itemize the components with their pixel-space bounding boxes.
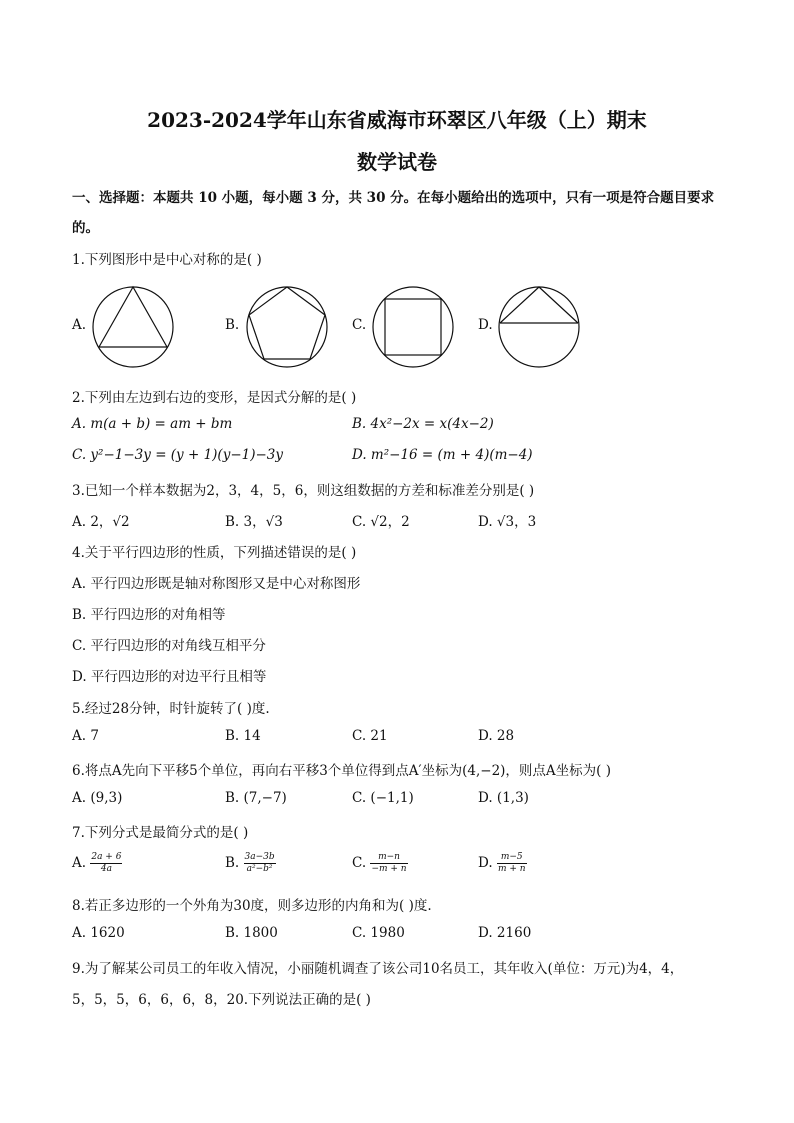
q7-option-b-label: B.: [225, 855, 240, 871]
q7-option-d-label: D.: [478, 855, 493, 871]
q8-option-c: C. 1980: [352, 925, 405, 941]
question-3-stem: 3.已知一个样本数据为2，3，4，5，6，则这组数据的方差和标准差分别是( ): [72, 483, 535, 499]
q7-option-d-fraction: [497, 852, 527, 875]
question-9-stem-cont: 5，5，5，6，6，6，8，20.下列说法正确的是( ): [72, 992, 371, 1008]
section-heading: 一、选择题：本题共 10 小题，每小题 3 分，共 30 分。在每小题给出的选项中，只有一项是符合题目要求: [72, 190, 715, 206]
q2-option-b: B. 4x²−2x = x(4x−2): [352, 416, 494, 432]
q5-option-d: D. 28: [478, 728, 515, 744]
q1-option-d-figure: [497, 285, 581, 369]
q7-d-denominator: m + n: [497, 864, 526, 874]
question-5-stem: 5.经过28分钟，时针旋转了( )度.: [72, 701, 270, 717]
q7-b-denominator: a²−b²: [246, 864, 273, 874]
exam-title: 2023-2024学年山东省威海市环翠区八年级（上）期末: [147, 108, 647, 132]
q7-option-a-label: A.: [72, 855, 87, 871]
q7-option-c-fraction: [370, 852, 407, 875]
q4-option-a: A. 平行四边形既是轴对称图形又是中心对称图形: [72, 576, 361, 592]
q1-option-d-label: D.: [478, 317, 493, 333]
q7-option-d: [478, 852, 527, 875]
q5-option-a: A. 7: [72, 728, 99, 744]
q7-c-numerator: m−n: [370, 852, 407, 864]
q7-option-a: [72, 852, 122, 875]
q3-option-d: D. √3，3: [478, 514, 537, 530]
question-4-stem: 4.关于平行四边形的性质，下列描述错误的是( ): [72, 545, 357, 561]
question-8-stem: 8.若正多边形的一个外角为30度，则多边形的内角和为( )度.: [72, 898, 432, 914]
q5-option-b: B. 14: [225, 728, 261, 744]
q3-option-c: C. √2，2: [352, 514, 410, 530]
q6-option-d: D. (1,3): [478, 790, 529, 806]
question-1-stem: 1.下列图形中是中心对称的是( ): [72, 252, 262, 268]
section-heading-cont: 的。: [72, 220, 99, 236]
q3-option-b: B. 3，√3: [225, 514, 283, 530]
q1-option-c-label: C.: [352, 317, 367, 333]
q1-option-a-label: A.: [72, 317, 87, 333]
q7-option-c: [352, 852, 408, 875]
q7-option-a-fraction: [90, 852, 122, 875]
q7-option-c-label: C.: [352, 855, 367, 871]
q1-option-a-figure: [91, 285, 175, 369]
q8-option-d: D. 2160: [478, 925, 532, 941]
question-6-stem: 6.将点A先向下平移5个单位，再向右平移3个单位得到点A′坐标为(4,−2)，则点A坐标为( ): [72, 763, 612, 779]
q4-option-b: B. 平行四边形的对角相等: [72, 607, 226, 623]
q6-option-b: B. (7,−7): [225, 790, 287, 806]
q8-option-a: A. 1620: [72, 925, 125, 941]
q3-option-a: A. 2，√2: [72, 514, 130, 530]
q7-option-b: [225, 852, 276, 875]
exam-subtitle: 数学试卷: [357, 150, 437, 174]
q6-option-c: C. (−1,1): [352, 790, 414, 806]
q4-option-c: C. 平行四边形的对角线互相平分: [72, 638, 266, 654]
q1-option-c-figure: [371, 285, 455, 369]
q2-option-d: D. m²−16 = (m + 4)(m−4): [352, 447, 533, 463]
q8-option-b: B. 1800: [225, 925, 278, 941]
q7-option-b-fraction: [244, 852, 276, 875]
q6-option-a: A. (9,3): [72, 790, 123, 806]
q1-option-b-label: B.: [225, 317, 240, 333]
question-9-stem: 9.为了解某公司员工的年收入情况，小丽随机调查了该公司10名员工，其年收入(单位：万元)为4，4，: [72, 961, 684, 977]
q7-b-numerator: 3a−3b: [244, 852, 275, 862]
q2-option-c: C. y²−1−3y = (y + 1)(y−1)−3y: [72, 447, 284, 463]
question-2-stem: 2.下列由左边到右边的变形，是因式分解的是( ): [72, 390, 357, 406]
q7-a-denominator: 4a: [100, 864, 112, 874]
q5-option-c: C. 21: [352, 728, 388, 744]
q4-option-d: D. 平行四边形的对边平行且相等: [72, 669, 267, 685]
q7-d-numerator: m−5: [497, 852, 527, 864]
q1-option-b-figure: [245, 285, 329, 369]
q7-c-denominator: −m + n: [371, 864, 407, 874]
question-7-stem: 7.下列分式是最简分式的是( ): [72, 825, 249, 841]
q7-a-numerator: 2a + 6: [91, 852, 122, 862]
q2-option-a: A. m(a + b) = am + bm: [72, 416, 233, 432]
